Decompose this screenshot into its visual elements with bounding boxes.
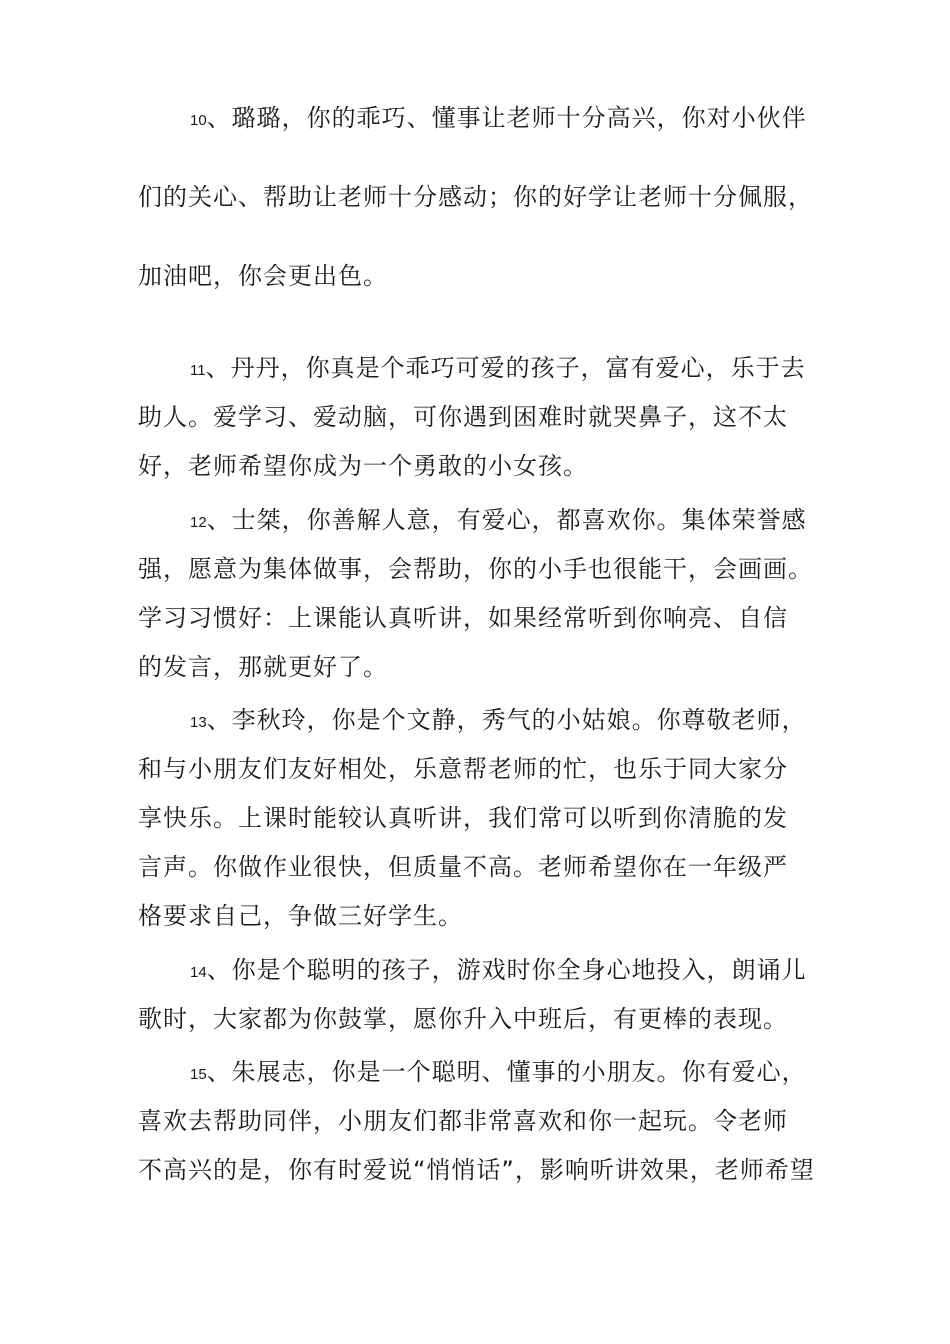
paragraph-12-line-4: 的发言，那就更好了。	[138, 653, 388, 681]
paragraph-14-line-2: 歌时，大家都为你鼓掌，愿你升入中班后，有更棒的表现。	[138, 1005, 788, 1033]
paragraph-11-line-3: 好，老师希望你成为一个勇敢的小女孩。	[138, 452, 588, 480]
paragraph-number: 15	[190, 1066, 207, 1083]
paragraph-number: 13	[190, 714, 207, 731]
paragraph-number: 12	[190, 514, 207, 531]
paragraph-13-line-4: 言声。你做作业很快，但质量不高。老师希望你在一年级严	[138, 853, 788, 881]
paragraph-11-line-2: 助人。爱学习、爱动脑，可你遇到困难时就哭鼻子，这不太	[138, 403, 788, 431]
paragraph-15-line-3: 不高兴的是，你有时爱说“悄悄话”，影响听讲效果，老师希望	[138, 1156, 815, 1184]
paragraph-13-line-1: 13、李秋玲，你是个文静，秀气的小姑娘。你尊敬老师，	[190, 706, 807, 734]
paragraph-number: 10	[190, 112, 207, 129]
paragraph-12-line-3: 学习习惯好：上课能认真听讲，如果经常听到你响亮、自信	[138, 604, 788, 632]
paragraph-12-line-2: 强，愿意为集体做事，会帮助，你的小手也很能干，会画画。	[138, 555, 813, 583]
paragraph-10-line-1: 10、璐璐，你的乖巧、懂事让老师十分高兴，你对小伙伴	[190, 104, 807, 132]
paragraph-11-line-1: 11、丹丹，你真是个乖巧可爱的孩子，富有爱心，乐于去	[190, 354, 806, 382]
paragraph-number: 11	[190, 362, 206, 379]
paragraph-10-line-2: 们的关心、帮助让老师十分感动；你的好学让老师十分佩服，	[138, 183, 813, 211]
paragraph-15-line-2: 喜欢去帮助同伴，小朋友们都非常喜欢和你一起玩。令老师	[138, 1107, 788, 1135]
paragraph-13-line-3: 享快乐。上课时能较认真听讲，我们常可以听到你清脆的发	[138, 804, 788, 832]
paragraph-10-line-3: 加油吧，你会更出色。	[138, 262, 388, 290]
paragraph-13-line-5: 格要求自己，争做三好学生。	[138, 902, 463, 930]
paragraph-13-line-2: 和与小朋友们友好相处，乐意帮老师的忙，也乐于同大家分	[138, 755, 788, 783]
paragraph-14-line-1: 14、你是个聪明的孩子，游戏时你全身心地投入，朗诵儿	[190, 956, 807, 984]
paragraph-15-line-1: 15、朱展志，你是一个聪明、懂事的小朋友。你有爱心，	[190, 1058, 807, 1086]
paragraph-12-line-1: 12、士桀，你善解人意，有爱心，都喜欢你。集体荣誉感	[190, 506, 807, 534]
paragraph-number: 14	[190, 964, 207, 981]
